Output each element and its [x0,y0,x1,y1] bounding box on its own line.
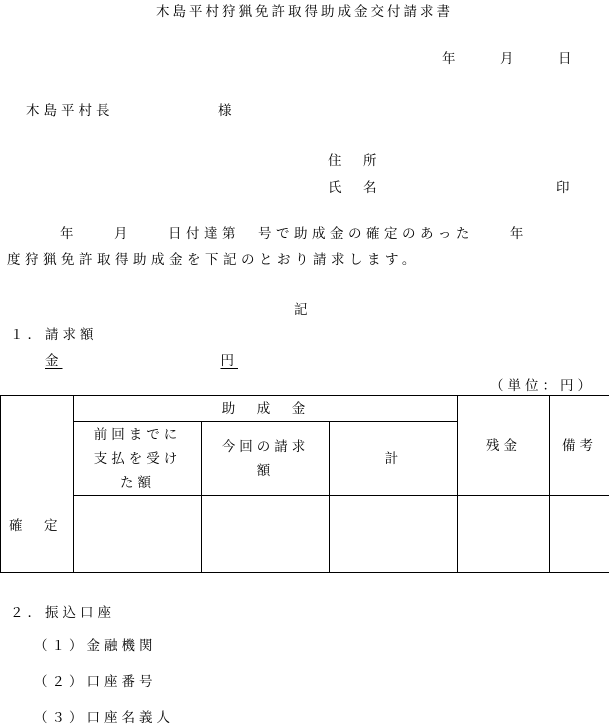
account-item-bank: （１）金融機関 [34,634,157,654]
account-item-number: （２）口座番号 [34,670,157,690]
date-year-label: 年 [442,47,460,67]
cell-prior-value[interactable] [74,496,202,573]
col-total-header: 計 [330,422,458,496]
col-remarks-header: 備考 [550,396,609,496]
date-day-label: 日 [558,47,576,67]
unit-note: （単位：円） [490,374,595,394]
row-label-confirmed: 確 定 [1,396,74,573]
date-month-label: 月 [500,47,518,67]
section2-heading: ２．振込口座 [10,601,115,621]
applicant-name-label: 氏 名 [328,176,381,196]
col-balance-header: 残金 [458,396,550,496]
body-text-line2: 度狩猟免許取得助成金を下記のとおり請求します。 [7,248,420,268]
document-title: 木島平村狩猟免許取得助成金交付請求書 [0,0,609,20]
addressee-honorific: 様 [218,99,236,119]
cell-total-value[interactable] [330,496,458,573]
ki-heading: 記 [294,298,312,318]
col-this-header: 今回の請求額 [202,422,330,496]
amount-unit: 円 [221,353,239,369]
grant-group-header: 助 成 金 [74,396,458,422]
cell-balance-value[interactable] [458,496,550,573]
section1-heading: １．請求額 [10,323,98,343]
cell-remarks-value[interactable] [550,496,609,573]
body-text-line1: 年 月 日付達第 号で助成金の確定のあった 年 [60,222,528,242]
amount-prefix: 金 [45,353,63,369]
account-item-holder: （３）口座名義人 [34,706,174,726]
cell-this-value[interactable] [202,496,330,573]
addressee-name: 木島平村長 [26,99,114,119]
col-prior-header: 前回までに支払を受けた額 [74,422,202,496]
applicant-address-label: 住 所 [328,149,381,169]
grant-table [0,395,609,573]
amount-line [45,349,238,369]
seal-mark: 印 [556,176,574,196]
